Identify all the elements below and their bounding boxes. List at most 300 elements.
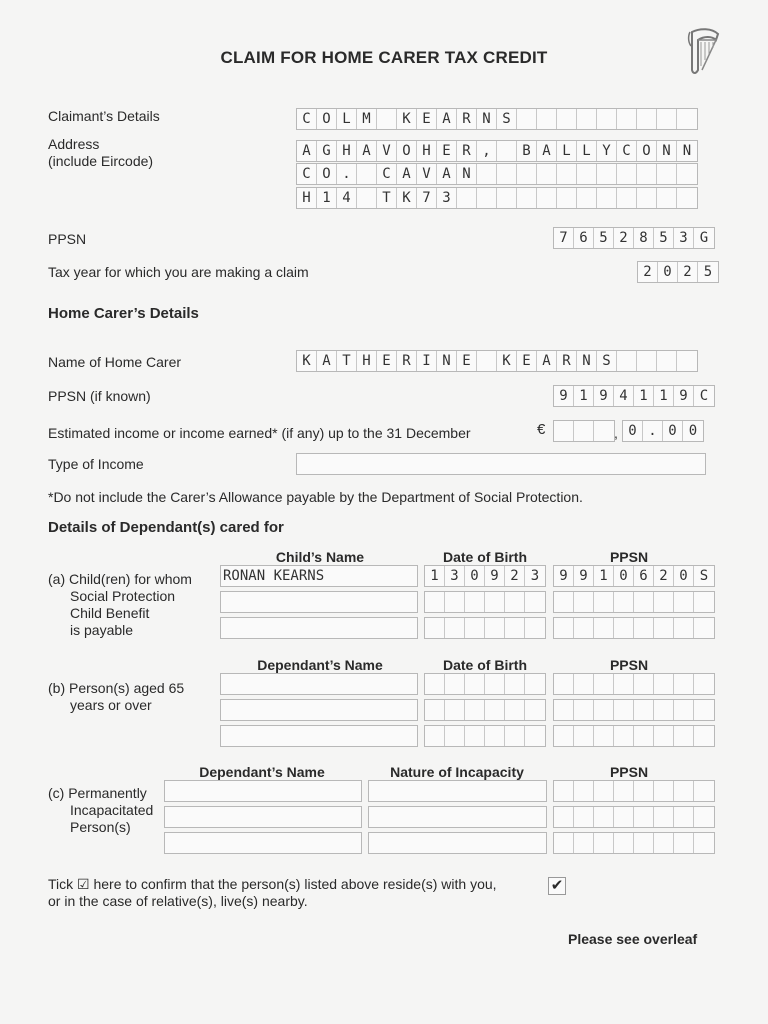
income-thousands-field[interactable] <box>553 420 615 442</box>
char-box <box>425 700 445 720</box>
char-box: S <box>597 351 617 371</box>
char-box: 9 <box>485 566 505 586</box>
child-ppsn-field-1[interactable] <box>553 565 715 587</box>
char-box <box>694 726 714 746</box>
char-box <box>445 618 465 638</box>
char-box: E <box>377 351 397 371</box>
char-box <box>525 618 545 638</box>
char-box: 1 <box>654 386 674 406</box>
char-box <box>505 726 525 746</box>
char-box: C <box>699 388 709 404</box>
char-box <box>654 700 674 720</box>
char-box <box>654 781 674 801</box>
char-box: R <box>457 141 477 161</box>
incapacitated-ppsn-field-1[interactable] <box>553 780 715 802</box>
char-box <box>674 618 694 638</box>
aged-65-dob-field-1[interactable] <box>424 673 546 695</box>
char-box <box>694 700 714 720</box>
home-carer-name-field[interactable] <box>296 350 698 372</box>
char-box <box>465 674 485 694</box>
char-box: O <box>317 109 337 129</box>
char-box: S <box>699 568 709 584</box>
char-box <box>597 188 617 208</box>
char-box <box>554 618 574 638</box>
char-box <box>505 618 525 638</box>
char-box <box>497 188 517 208</box>
char-box: G <box>317 141 337 161</box>
aged-65-ppsn-field-1[interactable] <box>553 673 715 695</box>
char-box: 0 <box>614 566 634 586</box>
char-box <box>594 726 614 746</box>
child-ppsn-field-3[interactable] <box>553 617 715 639</box>
char-box <box>674 674 694 694</box>
char-box <box>574 726 594 746</box>
address-label: Address <box>48 136 100 152</box>
char-box <box>674 781 694 801</box>
incapacitated-label-line3: Person(s) <box>70 819 131 835</box>
char-box: C <box>617 141 637 161</box>
tax-year-label: Tax year for which you are making a claim <box>48 264 309 280</box>
char-box <box>657 164 677 184</box>
char-box <box>465 726 485 746</box>
char-box <box>425 592 445 612</box>
char-box: 8 <box>634 228 654 248</box>
char-box <box>537 188 557 208</box>
char-box: 7 <box>417 188 437 208</box>
aged-65-label-line1: (b) Person(s) aged 65 <box>48 680 185 696</box>
form-title: CLAIM FOR HOME CARER TAX CREDIT <box>220 48 548 67</box>
char-box <box>465 700 485 720</box>
char-box <box>594 700 614 720</box>
char-box: 0 <box>688 423 698 439</box>
income-separator: , <box>614 425 618 441</box>
char-box <box>554 674 574 694</box>
aged-65-dob-field-3[interactable] <box>424 725 546 747</box>
char-box: A <box>537 351 557 371</box>
char-box <box>485 618 505 638</box>
char-box: 0 <box>465 566 485 586</box>
char-box <box>617 188 637 208</box>
confirm-text-line1: Tick ☑ here to confirm that the person(s) listed above reside(s) with you, <box>48 876 497 892</box>
incapacitated-label-line2: Incapacitated <box>70 802 154 818</box>
char-box: N <box>682 143 692 159</box>
char-box: A <box>357 141 377 161</box>
char-box <box>465 592 485 612</box>
char-box <box>525 726 545 746</box>
char-box <box>445 592 465 612</box>
char-box <box>425 726 445 746</box>
char-box <box>554 700 574 720</box>
child-label-line3: Child Benefit <box>70 605 150 621</box>
char-box <box>574 781 594 801</box>
char-box: A <box>537 141 557 161</box>
char-box <box>594 421 614 441</box>
char-box <box>674 700 694 720</box>
char-box: L <box>577 141 597 161</box>
char-box <box>634 833 654 853</box>
char-box <box>554 421 574 441</box>
char-box <box>557 164 577 184</box>
char-box <box>677 351 697 371</box>
type-of-income-label: Type of Income <box>48 456 144 472</box>
char-box: V <box>377 141 397 161</box>
char-box <box>425 618 445 638</box>
char-box <box>557 109 577 129</box>
char-box <box>554 781 574 801</box>
col-ppsn-b: PPSN <box>609 657 649 673</box>
char-box: C <box>297 109 317 129</box>
char-box <box>465 618 485 638</box>
char-box: K <box>397 188 417 208</box>
char-box <box>694 592 714 612</box>
char-box <box>574 700 594 720</box>
char-box <box>597 109 617 129</box>
char-box: 2 <box>614 228 634 248</box>
char-box <box>525 700 545 720</box>
aged-65-ppsn-field-3[interactable] <box>553 725 715 747</box>
char-box: H <box>297 188 317 208</box>
char-box: K <box>297 351 317 371</box>
child-dob-field-2[interactable] <box>424 591 546 613</box>
char-box <box>517 188 537 208</box>
char-box <box>505 674 525 694</box>
char-box <box>677 109 697 129</box>
char-box <box>614 592 634 612</box>
col-dependants-name-c: Dependant’s Name <box>199 764 325 780</box>
char-box: C <box>297 164 317 184</box>
char-box <box>634 674 654 694</box>
char-box: 3 <box>530 568 540 584</box>
claimant-name-field[interactable] <box>296 108 698 130</box>
char-box: . <box>337 164 357 184</box>
child-name-field-1[interactable]: RONAN KEARNS <box>220 565 418 587</box>
char-box <box>674 592 694 612</box>
char-box: 0 <box>623 421 643 441</box>
char-box <box>497 141 517 161</box>
char-box <box>537 164 557 184</box>
claimant-details-label: Claimant’s Details <box>48 108 160 124</box>
home-carer-ppsn-field[interactable] <box>553 385 715 407</box>
char-box: O <box>397 141 417 161</box>
char-box <box>654 674 674 694</box>
char-box <box>614 700 634 720</box>
char-box <box>654 592 674 612</box>
char-box <box>574 421 594 441</box>
char-box: I <box>417 351 437 371</box>
char-box: L <box>557 141 577 161</box>
char-box: 2 <box>678 262 698 282</box>
char-box <box>485 726 505 746</box>
char-box: 5 <box>594 228 614 248</box>
char-box <box>674 726 694 746</box>
char-box: 1 <box>425 566 445 586</box>
child-label-line2: Social Protection <box>70 588 176 604</box>
char-box <box>657 109 677 129</box>
aged-65-name-field-3[interactable] <box>220 725 418 747</box>
char-box <box>657 188 677 208</box>
char-box <box>477 188 497 208</box>
char-box: 1 <box>594 566 614 586</box>
char-box: K <box>397 109 417 129</box>
char-box <box>614 674 634 694</box>
col-date-of-birth-b: Date of Birth <box>443 657 527 673</box>
incapacity-nature-field-3[interactable] <box>368 832 547 854</box>
confirm-checkbox[interactable]: ✔ <box>548 877 566 895</box>
char-box <box>637 164 657 184</box>
char-box <box>485 700 505 720</box>
char-box: H <box>417 141 437 161</box>
char-box <box>594 833 614 853</box>
char-box <box>537 109 557 129</box>
address-line2-field[interactable] <box>296 163 698 185</box>
char-box <box>674 833 694 853</box>
char-box <box>657 351 677 371</box>
char-box <box>634 726 654 746</box>
char-box: 9 <box>554 386 574 406</box>
char-box <box>694 618 714 638</box>
char-box <box>617 351 637 371</box>
incapacitated-name-field-1[interactable] <box>164 780 362 802</box>
char-box: , <box>477 141 497 161</box>
char-box <box>505 700 525 720</box>
char-box <box>577 109 597 129</box>
char-box <box>634 592 654 612</box>
char-box <box>485 674 505 694</box>
aged-65-name-field-1[interactable] <box>220 673 418 695</box>
child-dob-field-3[interactable] <box>424 617 546 639</box>
char-box <box>594 618 614 638</box>
char-box: A <box>317 351 337 371</box>
char-box <box>577 164 597 184</box>
char-box <box>525 674 545 694</box>
char-box <box>614 807 634 827</box>
incapacitated-ppsn-field-2[interactable] <box>553 806 715 828</box>
char-box: N <box>657 141 677 161</box>
col-dependants-name-b: Dependant’s Name <box>257 657 383 673</box>
char-box <box>594 781 614 801</box>
char-box <box>677 188 697 208</box>
char-box <box>594 674 614 694</box>
char-box: 6 <box>634 566 654 586</box>
char-box: 7 <box>554 228 574 248</box>
char-box: 0 <box>663 421 683 441</box>
char-box <box>485 592 505 612</box>
char-box <box>445 700 465 720</box>
char-box <box>505 592 525 612</box>
char-box: R <box>557 351 577 371</box>
char-box: B <box>517 141 537 161</box>
char-box <box>357 188 377 208</box>
char-box <box>445 674 465 694</box>
col-ppsn-c: PPSN <box>609 764 649 780</box>
char-box: 4 <box>614 386 634 406</box>
char-box <box>634 618 654 638</box>
char-box <box>594 592 614 612</box>
char-box: 4 <box>337 188 357 208</box>
char-box <box>525 592 545 612</box>
child-dob-field-1[interactable] <box>424 565 546 587</box>
aged-65-label-line2: years or over <box>70 697 152 713</box>
char-box: 9 <box>554 566 574 586</box>
incapacity-nature-field-2[interactable] <box>368 806 547 828</box>
incapacity-nature-field-1[interactable] <box>368 780 547 802</box>
char-box <box>517 164 537 184</box>
char-box: 5 <box>654 228 674 248</box>
char-box <box>597 164 617 184</box>
char-box <box>577 188 597 208</box>
char-box: 2 <box>505 566 525 586</box>
char-box <box>477 164 497 184</box>
char-box: N <box>457 164 477 184</box>
char-box: 0 <box>658 262 678 282</box>
claimant-ppsn-field[interactable] <box>553 227 715 249</box>
char-box <box>377 109 397 129</box>
incapacitated-label-line1: (c) Permanently <box>48 785 147 801</box>
char-box: 5 <box>703 264 713 280</box>
char-box: E <box>417 109 437 129</box>
char-box <box>614 618 634 638</box>
char-box <box>614 833 634 853</box>
char-box: 9 <box>574 566 594 586</box>
char-box: 0 <box>674 566 694 586</box>
dependants-section-title: Details of Dependant(s) cared for <box>48 519 284 536</box>
char-box: S <box>497 109 517 129</box>
char-box: 2 <box>638 262 658 282</box>
address-line3-field[interactable] <box>296 187 698 209</box>
col-childs-name: Child’s Name <box>275 549 365 565</box>
claimant-ppsn-label: PPSN <box>48 231 87 247</box>
char-box <box>574 833 594 853</box>
confirm-text-line2: or in the case of relative(s), live(s) nearby. <box>48 893 308 909</box>
child-label-line4: is payable <box>70 622 134 638</box>
char-box: 9 <box>594 386 614 406</box>
char-box: E <box>437 141 457 161</box>
char-box <box>574 807 594 827</box>
tax-year-field[interactable] <box>637 261 719 283</box>
child-ppsn-field-2[interactable] <box>553 591 715 613</box>
char-box: M <box>357 109 377 129</box>
char-box <box>637 188 657 208</box>
col-date-of-birth-a: Date of Birth <box>443 549 527 565</box>
char-box <box>554 807 574 827</box>
char-box <box>574 618 594 638</box>
char-box <box>557 188 577 208</box>
char-box: C <box>377 164 397 184</box>
type-of-income-field[interactable] <box>296 453 706 475</box>
aged-65-ppsn-field-2[interactable] <box>553 699 715 721</box>
char-box <box>554 592 574 612</box>
char-box: H <box>357 351 377 371</box>
char-box: A <box>437 109 457 129</box>
char-box: O <box>317 164 337 184</box>
char-box: . <box>643 421 663 441</box>
char-box <box>457 188 477 208</box>
char-box <box>617 109 637 129</box>
char-box: K <box>497 351 517 371</box>
child-name-field-3[interactable] <box>220 617 418 639</box>
col-nature-of-incapacity: Nature of Incapacity <box>390 764 524 780</box>
char-box <box>694 781 714 801</box>
char-box: 1 <box>574 386 594 406</box>
char-box: N <box>477 109 497 129</box>
char-box: N <box>437 351 457 371</box>
char-box: 1 <box>317 188 337 208</box>
char-box <box>674 807 694 827</box>
harp-crest-icon <box>686 26 722 78</box>
char-box: 1 <box>634 386 654 406</box>
char-box: A <box>437 164 457 184</box>
char-box: O <box>637 141 657 161</box>
home-carer-section-title: Home Carer’s Details <box>48 305 199 322</box>
home-carer-ppsn-label: PPSN (if known) <box>48 388 151 404</box>
char-box <box>694 833 714 853</box>
income-value-field[interactable] <box>622 420 704 442</box>
address-sub-label: (include Eircode) <box>48 153 154 169</box>
char-box <box>654 833 674 853</box>
child-label-line1: (a) Child(ren) for whom <box>48 571 192 587</box>
char-box <box>634 700 654 720</box>
child-name-field-2[interactable] <box>220 591 418 613</box>
char-box: R <box>397 351 417 371</box>
char-box: E <box>457 351 477 371</box>
char-box: 3 <box>445 566 465 586</box>
char-box <box>594 807 614 827</box>
incapacitated-name-field-2[interactable] <box>164 806 362 828</box>
char-box <box>614 726 634 746</box>
char-box: E <box>517 351 537 371</box>
char-box <box>357 164 377 184</box>
char-box: R <box>457 109 477 129</box>
char-box <box>617 164 637 184</box>
char-box: V <box>417 164 437 184</box>
char-box: L <box>337 109 357 129</box>
char-box <box>554 726 574 746</box>
char-box <box>445 726 465 746</box>
char-box <box>637 351 657 371</box>
char-box: 3 <box>437 188 457 208</box>
char-box <box>634 807 654 827</box>
char-box: A <box>297 141 317 161</box>
address-line1-field[interactable] <box>296 140 698 162</box>
char-box <box>694 674 714 694</box>
char-box: H <box>337 141 357 161</box>
aged-65-dob-field-2[interactable] <box>424 699 546 721</box>
char-box <box>425 674 445 694</box>
euro-symbol: € <box>537 421 546 438</box>
char-box <box>677 164 697 184</box>
char-box <box>654 807 674 827</box>
char-box: Y <box>597 141 617 161</box>
incapacitated-name-field-3[interactable] <box>164 832 362 854</box>
char-box <box>614 781 634 801</box>
char-box <box>574 674 594 694</box>
char-box: A <box>397 164 417 184</box>
char-box <box>654 726 674 746</box>
char-box <box>654 618 674 638</box>
char-box <box>694 807 714 827</box>
char-box: T <box>337 351 357 371</box>
char-box <box>634 781 654 801</box>
char-box <box>554 833 574 853</box>
char-box: G <box>699 230 709 246</box>
incapacitated-ppsn-field-3[interactable] <box>553 832 715 854</box>
please-see-overleaf: Please see overleaf <box>568 931 698 947</box>
income-label: Estimated income or income earned* (if any) up to the 31 December <box>48 425 471 441</box>
char-box <box>517 109 537 129</box>
home-carer-name-label: Name of Home Carer <box>48 354 182 370</box>
aged-65-name-field-2[interactable] <box>220 699 418 721</box>
char-box: 9 <box>674 386 694 406</box>
